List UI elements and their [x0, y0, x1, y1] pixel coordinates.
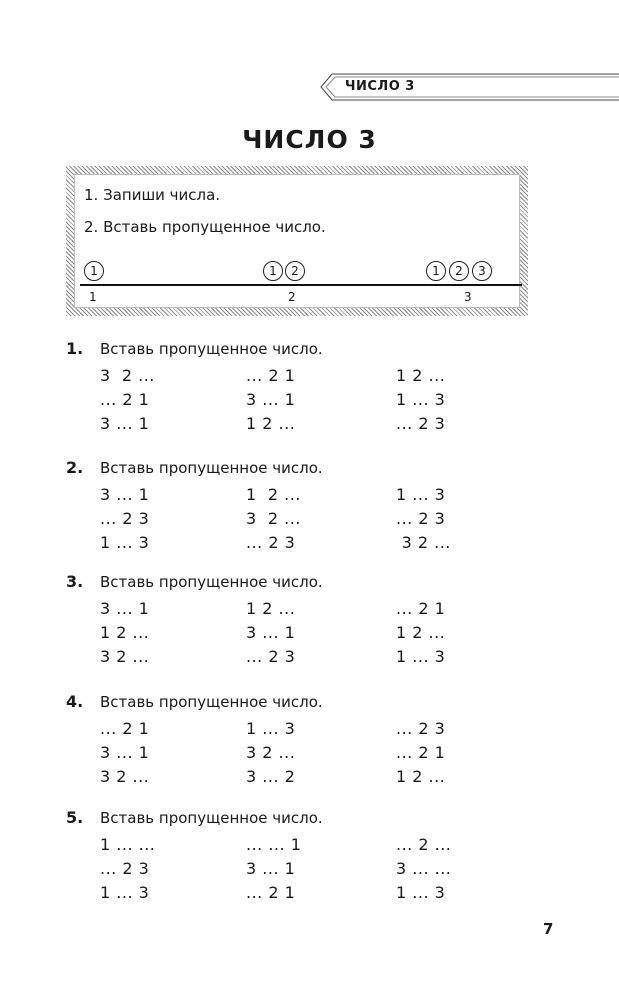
task-cell: 3 2 ... [396, 533, 451, 552]
task-cell: 1 2 ... [396, 767, 446, 786]
number-line-axis [80, 284, 522, 286]
exercise-instruction: Вставь пропущенное число. [100, 573, 323, 591]
task-cell: ... ... 1 [246, 835, 302, 854]
number-circle: 1 [84, 261, 104, 281]
task-cell: ... 2 3 [100, 509, 150, 528]
task-cell: ... 2 1 [246, 883, 296, 902]
exercise-heading [66, 458, 323, 477]
task-cell: 3 ... 1 [100, 485, 150, 504]
task-cell: ... 2 1 [396, 743, 446, 762]
section-tab [320, 73, 619, 101]
number-circle: 2 [449, 261, 469, 281]
task-cell: 1 ... 3 [396, 883, 446, 902]
task-cell: 1 2 ... [100, 623, 150, 642]
exercise-instruction: Вставь пропущенное число. [100, 340, 323, 358]
task-cell: ... 2 3 [246, 647, 296, 666]
task-cell: 3 2 ... [246, 743, 296, 762]
task-cell: 1 ... 3 [100, 883, 150, 902]
exercise-heading [66, 808, 323, 827]
number-circle: 1 [263, 261, 283, 281]
rule-box [66, 166, 528, 316]
task-cell: ... 2 1 [246, 366, 296, 385]
number-line-label: 3 [464, 290, 472, 304]
task-cell: 3 ... 1 [246, 623, 296, 642]
task-cell: 3 2 ... [100, 366, 155, 385]
task-cell: ... 2 1 [100, 719, 150, 738]
task-cell: ... 2 3 [396, 414, 446, 433]
task-cell: ... 2 1 [100, 390, 150, 409]
exercise-instruction: Вставь пропущенное число. [100, 459, 323, 477]
task-cell: 1 2 ... [246, 414, 296, 433]
exercise-heading [66, 339, 323, 358]
task-cell: 3 ... 2 [246, 767, 296, 786]
task-cell: ... 2 1 [396, 599, 446, 618]
exercise-number: 2. [66, 458, 84, 477]
task-cell: ... 2 3 [396, 719, 446, 738]
task-cell: 3 ... ... [396, 859, 452, 878]
task-cell: ... 2 3 [246, 533, 296, 552]
task-cell: 3 2 ... [100, 647, 150, 666]
exercise-heading [66, 692, 323, 711]
task-cell: 1 2 ... [396, 623, 446, 642]
task-cell: 3 ... 1 [100, 414, 150, 433]
page-title: ЧИСЛО 3 [242, 125, 377, 154]
task-cell: 1 ... 3 [396, 485, 446, 504]
number-line-label: 1 [89, 290, 97, 304]
number-circle: 3 [472, 261, 492, 281]
task-cell: 3 ... 1 [100, 599, 150, 618]
exercise-heading [66, 572, 323, 591]
task-cell: ... 2 3 [100, 859, 150, 878]
page-number: 7 [543, 920, 554, 938]
task-cell: 1 ... 3 [246, 719, 296, 738]
task-cell: 1 2 ... [246, 485, 301, 504]
exercise-instruction: Вставь пропущенное число. [100, 693, 323, 711]
exercise-instruction: Вставь пропущенное число. [100, 809, 323, 827]
rule-line-1: 1. Запиши числа. [84, 186, 221, 204]
section-tab-label: ЧИСЛО 3 [345, 79, 415, 94]
number-circle: 2 [285, 261, 305, 281]
task-cell: 3 2 ... [100, 767, 150, 786]
number-line [80, 254, 522, 304]
exercise-number: 3. [66, 572, 84, 591]
exercise-number: 1. [66, 339, 84, 358]
task-cell: 3 ... 1 [100, 743, 150, 762]
task-cell: 1 ... 3 [396, 647, 446, 666]
exercise-number: 4. [66, 692, 84, 711]
task-cell: 1 2 ... [396, 366, 446, 385]
task-cell: 1 ... ... [100, 835, 156, 854]
task-cell: ... 2 ... [396, 835, 452, 854]
task-cell: 1 2 ... [246, 599, 296, 618]
task-cell: 1 ... 3 [100, 533, 150, 552]
task-cell: 3 2 ... [246, 509, 301, 528]
exercise-number: 5. [66, 808, 84, 827]
task-cell: ... 2 3 [396, 509, 446, 528]
number-line-label: 2 [288, 290, 296, 304]
task-cell: 3 ... 1 [246, 859, 296, 878]
task-cell: 1 ... 3 [396, 390, 446, 409]
task-cell: 3 ... 1 [246, 390, 296, 409]
number-circle: 1 [426, 261, 446, 281]
rule-line-2: 2. Вставь пропущенное число. [84, 218, 326, 236]
